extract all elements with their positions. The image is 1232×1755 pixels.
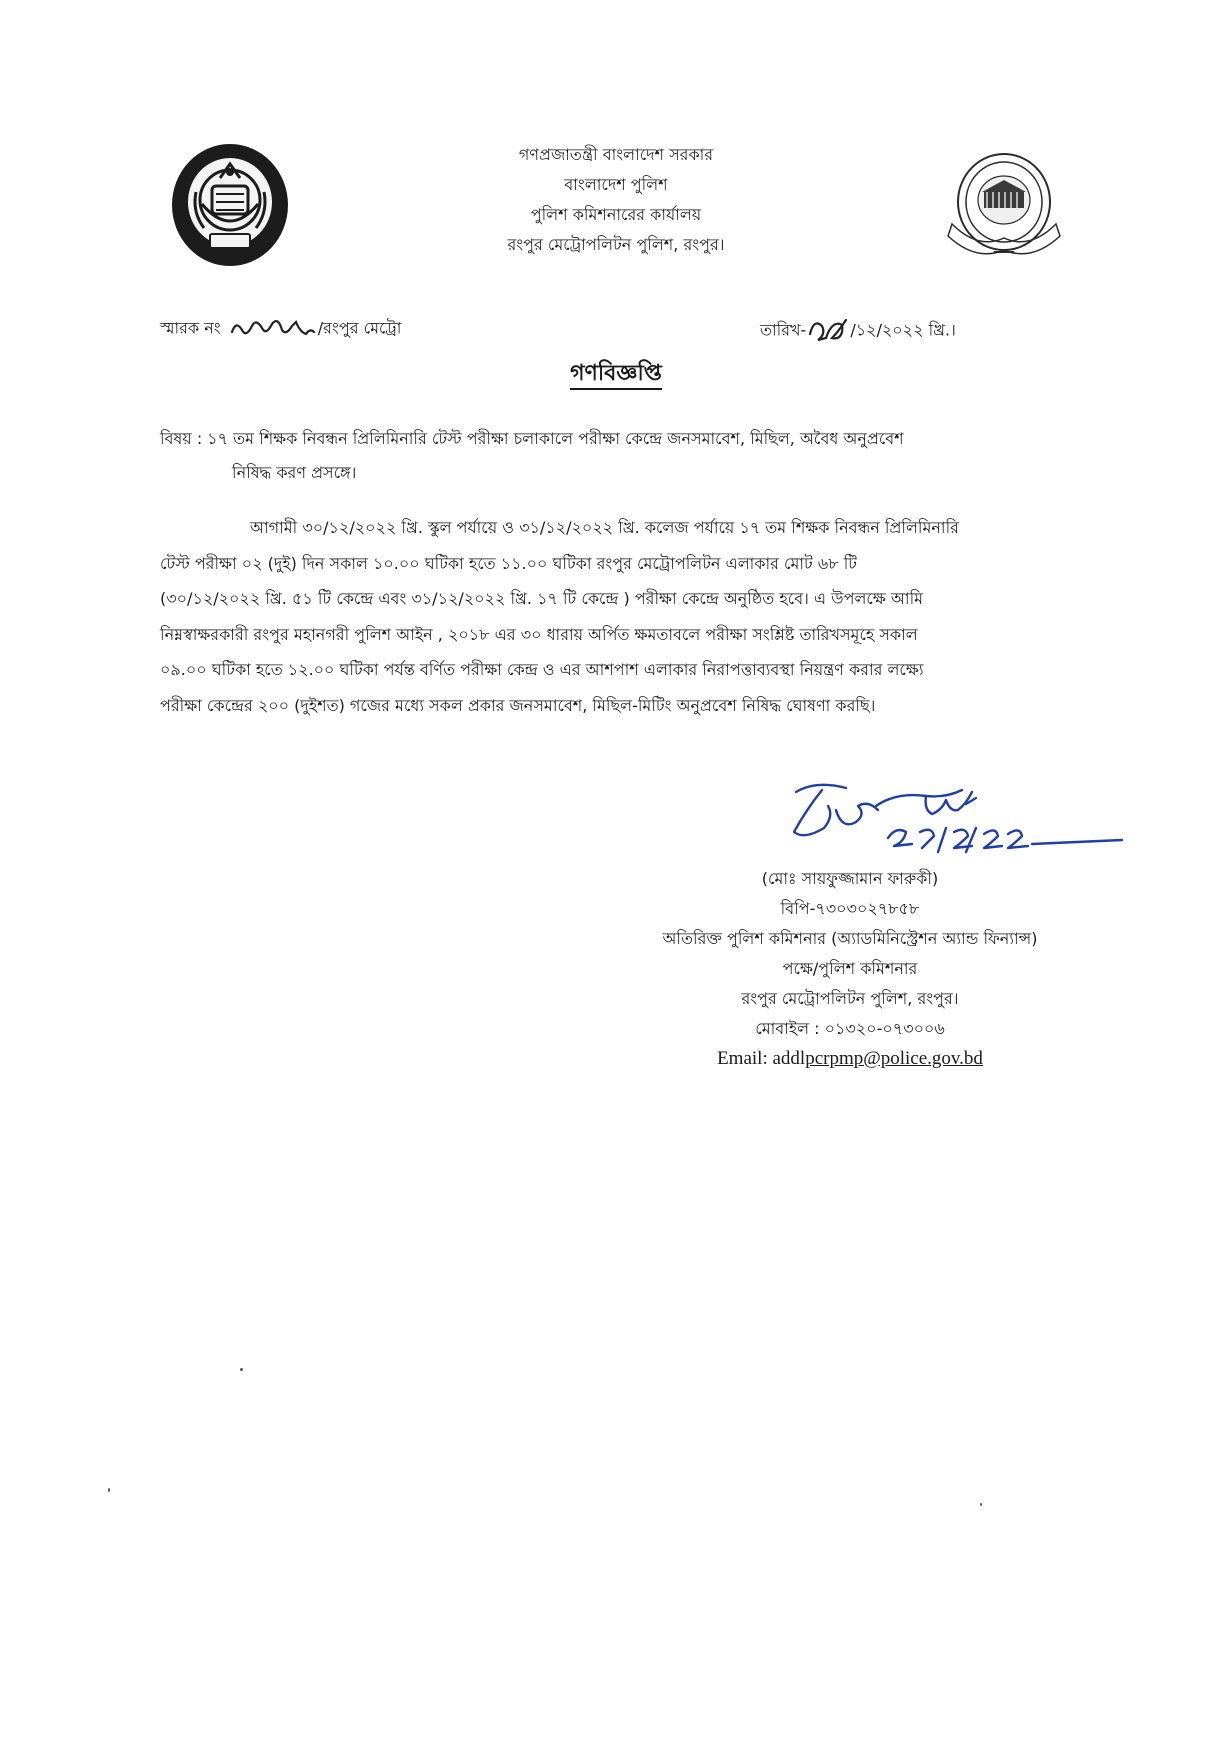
handwritten-memo-number [226, 312, 318, 346]
government-name: গণপ্রজাতন্ত্রী বাংলাদেশ সরকার [518, 145, 714, 164]
notice-date [760, 312, 956, 350]
police-emblem-logo [170, 142, 290, 268]
signatory-block [640, 864, 1060, 1074]
scan-speck [108, 1488, 110, 1492]
date-suffix: /১২/২০২২ খ্রি.। [850, 320, 956, 340]
memo-label: স্মারক নং [160, 318, 221, 338]
metro-police-seal-logo [938, 140, 1070, 268]
handwritten-signature [776, 770, 1136, 866]
body-line: নিম্নস্বাক্ষরকারী রংপুর মহানগরী পুলিশ আইন , ২০১৮ এর ৩০ ধারায় অর্পিত ক্ষমতাবলে পরীক্ষা সংশ্লিষ্ট তারিখসমূহে সকাল [160, 624, 918, 644]
signatory-email [640, 1044, 1060, 1074]
notice-title: গণবিজ্ঞপ্তি [0, 356, 1232, 393]
body-line: (৩০/১২/২০২২ খ্রি. ৫১ টি কেন্দ্রে এবং ৩১/১২/২০২২ খ্রি. ১৭ টি কেন্দ্রে ) পরীক্ষা কেন্দ্রে অনুষ্ঠিত হবে। এ উপলক্ষে আমি [160, 589, 924, 608]
signatory-bp-number: বিপি-৭৩০৩০২৭৮৫৮ [780, 899, 920, 918]
handwritten-date-day [806, 312, 850, 350]
notice-body [160, 510, 1120, 723]
body-line: আগামী ৩০/১২/২০২২ খ্রি. স্কুল পর্যায়ে ও ৩১/১২/২০২২ খ্রি. কলেজ পর্যায়ে ১৭ তম শিক্ষক নিবন্ধন প্রিলিমিনারি [250, 518, 959, 537]
subject-line-2: নিষিদ্ধ করণ প্রসঙ্গে। [232, 463, 357, 482]
signatory-on-behalf: পক্ষে/পুলিশ কমিশনার [782, 959, 918, 978]
memo-number [160, 312, 401, 346]
signatory-mobile: মোবাইল : ০১৩২০-০৭৩০০৬ [755, 1019, 945, 1038]
body-line: টেস্ট পরীক্ষা ০২ (দুই) দিন সকাল ১০.০০ ঘটিকা হতে ১১.০০ ঘটিকা রংপুর মেট্রোপলিটন এলাকার মোট ৬৮ টি [160, 553, 857, 573]
notice-subject [160, 422, 1120, 490]
email-address: pcrpmp@police.gov.bd [805, 1048, 983, 1069]
office-location: রংপুর মেট্রোপলিটন পুলিশ, রংপুর। [507, 235, 725, 254]
body-line: ০৯.০০ ঘটিকা হতে ১২.০০ ঘটিকা পর্যন্ত বর্ণিত পরীক্ষা কেন্দ্র ও এর আশপাশ এলাকার নিরাপত্তাব্যবস্থা নিয়ন্ত্রণ করার লক্ষ্যে [160, 660, 924, 679]
signatory-name: (মোঃ সায়ফুজ্জামান ফারুকী) [761, 869, 939, 888]
letterhead [420, 140, 812, 260]
office-name: পুলিশ কমিশনারের কার্যালয় [530, 205, 702, 224]
signatory-office: রংপুর মেট্রোপলিটন পুলিশ, রংপুর। [741, 989, 959, 1008]
memo-suffix: /রংপুর মেট্রো [317, 318, 402, 338]
email-label: Email: addl [717, 1048, 806, 1069]
date-label: তারিখ- [760, 320, 807, 340]
subject-line-1: বিষয় : ১৭ তম শিক্ষক নিবন্ধন প্রিলিমিনারি টেস্ট পরীক্ষা চলাকালে পরীক্ষা কেন্দ্রে জনসমাবেশ, মিছিল, অবৈধ অনুপ্রবেশ [160, 429, 904, 448]
body-line: পরীক্ষা কেন্দ্রের ২০০ (দুইশত) গজের মধ্যে সকল প্রকার জনসমাবেশ, মিছিল-মিটিং অনুপ্রবেশ নিষিদ্ধ ঘোষণা করছি। [160, 695, 876, 715]
scan-speck [240, 1368, 243, 1371]
scan-speck [980, 1503, 982, 1506]
department-name: বাংলাদেশ পুলিশ [564, 175, 668, 194]
signatory-designation: অতিরিক্ত পুলিশ কমিশনার (অ্যাডমিনিস্ট্রেশন অ্যান্ড ফিন্যান্স) [662, 929, 1038, 948]
